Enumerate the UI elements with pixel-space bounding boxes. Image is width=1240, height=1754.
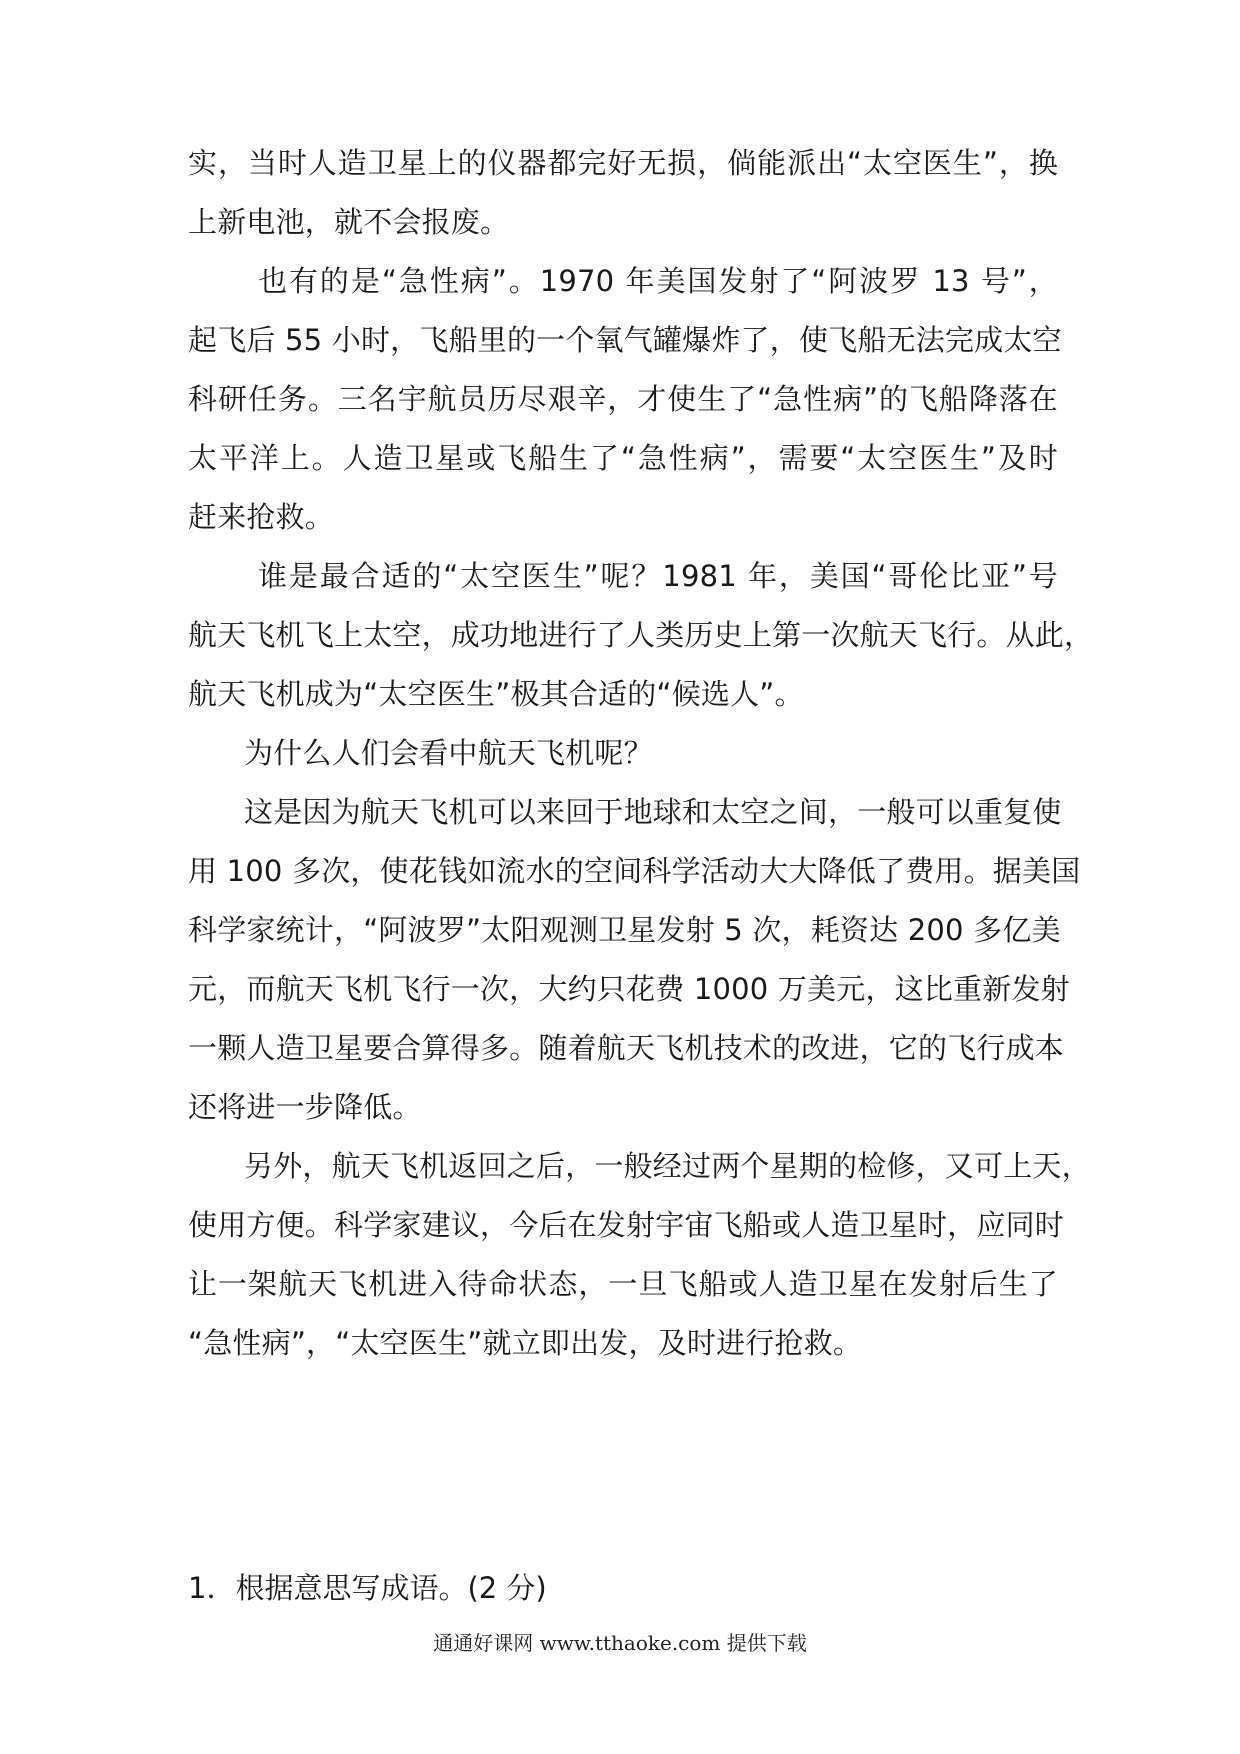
paragraph-line: 航天飞机成为“太空医生”极其合适的“候选人”。 [188, 677, 804, 711]
paragraph-line: 也有的是“急性病”。1970 年美国发射了“阿波罗 13 号”， [258, 264, 1058, 298]
paragraph-line: 让一架航天飞机进入待命状态，一旦飞船或人造卫星在发射后生了 [188, 1267, 1058, 1301]
paragraph-line: 为什么人们会看中航天飞机呢？ [244, 736, 653, 770]
paragraph-line: 元，而航天飞机飞行一次，大约只花费 1000 万美元，这比重新发射 [188, 972, 1070, 1006]
paragraph-line: 太平洋上。人造卫星或飞船生了“急性病”，需要“太空医生”及时 [188, 441, 1058, 475]
paragraph-line: 谁是最合适的“太空医生”呢？1981 年，美国“哥伦比亚”号 [258, 559, 1058, 593]
paragraph-line: 实，当时人造卫星上的仪器都完好无损，倘能派出“太空医生”，换 [188, 146, 1058, 180]
paragraph-line: 科研任务。三名宇航员历尽艰辛，才使生了“急性病”的飞船降落在 [188, 382, 1058, 416]
paragraph-line: 上新电池，就不会报废。 [188, 205, 510, 239]
question-heading: 1．根据意思写成语。(2 分) [188, 1571, 547, 1605]
paragraph-line: “急性病”，“太空医生”就立即出发，及时进行抢救。 [188, 1326, 863, 1360]
paragraph-line: 还将进一步降低。 [188, 1090, 422, 1124]
paragraph-line: 这是因为航天飞机可以来回于地球和太空之间，一般可以重复使 [244, 795, 1062, 829]
paragraph-line: 赶来抢救。 [188, 500, 335, 534]
paragraph-line: 航天飞机飞上太空，成功地进行了人类历史上第一次航天飞行。从此， [188, 618, 1094, 652]
paragraph-line: 另外，航天飞机返回之后，一般经过两个星期的检修，又可上天， [244, 1149, 1091, 1183]
paragraph-line: 一颗人造卫星要合算得多。随着航天飞机技术的改进，它的飞行成本 [188, 1031, 1065, 1065]
page-footer: 通通好课网 www.tthaoke.com 提供下载 [433, 1631, 807, 1655]
paragraph-line: 起飞后 55 小时，飞船里的一个氧气罐爆炸了，使飞船无法完成太空 [188, 323, 1062, 357]
paragraph-line: 用 100 多次，使花钱如流水的空间科学活动大大降低了费用。据美国 [188, 854, 1081, 888]
paragraph-line: 使用方便。科学家建议，今后在发射宇宙飞船或人造卫星时，应同时 [188, 1208, 1065, 1242]
paragraph-line: 科学家统计，“阿波罗”太阳观测卫星发射 5 次，耗资达 200 多亿美 [188, 913, 1061, 947]
